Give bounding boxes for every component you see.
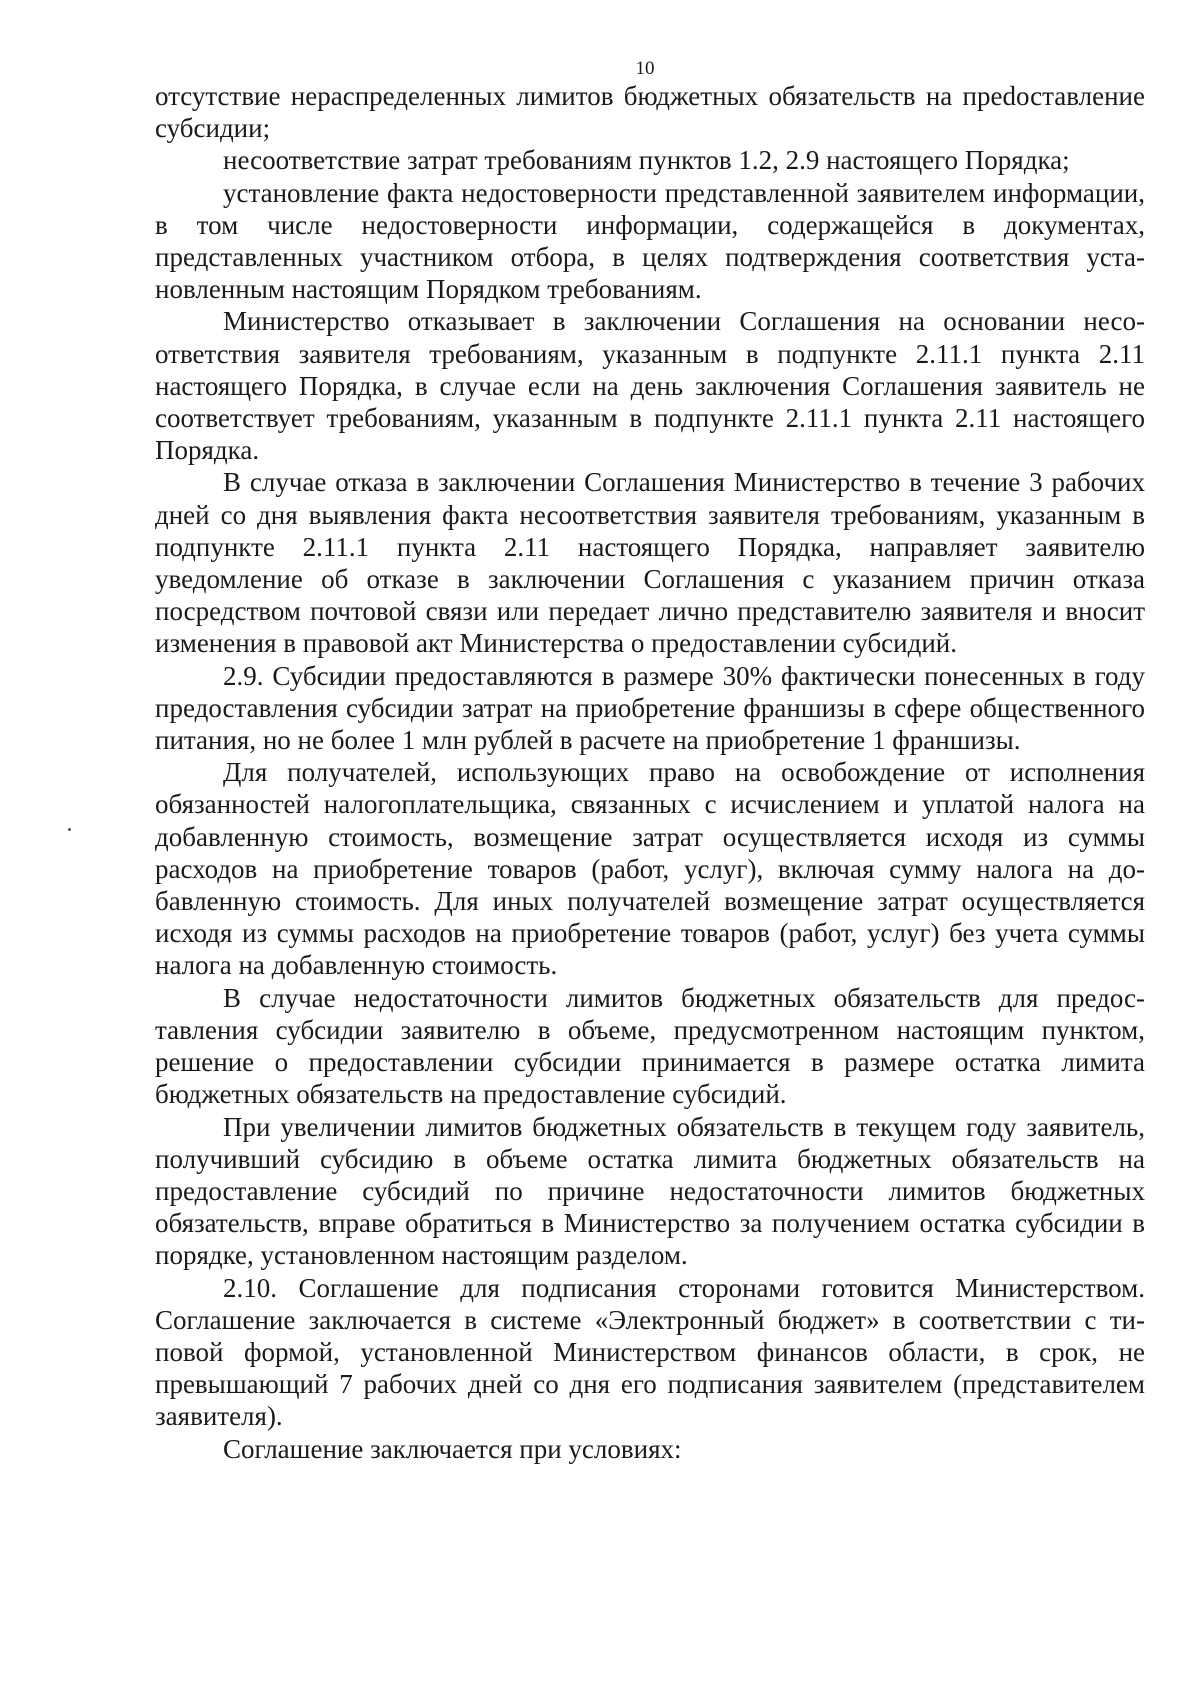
section-2-10-paragraph: 2.10. Соглашение для подписания сторонами готовится Министерством. Соглашение заключается в системе «Электронный бюджет» в соответствии с типовой формой, установленной Министерством финансов области, в срок, не превышающий 7 рабочих дней со дня его подписания заявителем (представителем заявителя).	[155, 1272, 1145, 1432]
paragraph: Министерство отказывает в заключении Соглашения на основании несоответствия заявителя требованиям, указанным в подпункте 2.11.1 пункта 2.11 настоящего Порядка, в случае если на день заключения Соглашения заявитель не соответствует требованиям, указанным в подпункте 2.11.1 пункта 2.11 настоящего Порядка.	[155, 306, 1145, 466]
paragraph: В случае отказа в заключении Соглашения Министерство в течение 3 рабочих дней со дня выявления факта несоответствия заявителя требованиям, указанным в подпункте 2.11.1 пункта 2.11 настоящего Порядка, направляет заявителю уведомление об отказе в заключении Соглашения с указанием причин отказа посредством почтовой связи или передает лично представителю заявителя и вносит изменения в правовой акт Министерства о предоставлении субсидий.	[155, 467, 1145, 659]
paragraph: Соглашение заключается при условиях:	[223, 1433, 682, 1464]
document-body	[155, 80, 1145, 1465]
section-2-9-paragraph: 2.9. Субсидии предоставляются в размере 30% фактически понесенных в году предоставления субсидии затрат на приобретение франшизы в сфере общественного питания, но не более 1 млн рублей в расчете на приобретение 1 франшизы.	[155, 660, 1145, 756]
paragraph: Для получателей, использующих право на освобождение от исполнения обязанностей налогоплательщика, связанных с исчислением и уплатой налога на добавленную стоимость, возмещение затрат осуществляется исходя из суммы расходов на приобретение товаров (работ, услуг), включая сумму налога на добавленную стоимость. Для иных получателей возмещение затрат осуществляется исходя из суммы расходов на приобретение товаров (работ, услуг) без учета суммы налога на добавленную стоимость.	[155, 757, 1145, 981]
page-number: 10	[635, 58, 655, 79]
scan-speck	[68, 828, 71, 831]
paragraph: При увеличении лимитов бюджетных обязательств в текущем году заявитель, получивший субсидию в объеме остатка лимита бюджетных обязательств на предоставление субсидий по причине недостаточности лимитов бюджетных обязательств, вправе обратиться в Министерство за получением остатка субсидии в порядке, установленном настоящим разделом.	[155, 1111, 1145, 1271]
paragraph: установление факта недостоверности представленной заявителем информации, в том числе недостоверности информации, содержащейся в документах, представленных участником отбора, в целях подтверждения соответствия установленным настоящим Порядком требованиям.	[155, 177, 1145, 305]
paragraph: несоответствие затрат требованиям пунктов 1.2, 2.9 настоящего Порядка;	[223, 145, 1070, 176]
paragraph: В случае недостаточности лимитов бюджетных обязательств для предоставления субсидии заявителю в объеме, предусмотренном настоящим пунктом, решение о предоставлении субсидии принимается в размере остатка лимита бюджетных обязательств на предоставление субсидий.	[155, 982, 1145, 1110]
paragraph-continuation: отсутствие нераспределенных лимитов бюджетных обязательств на преdоставление субсидии;	[155, 81, 1145, 144]
